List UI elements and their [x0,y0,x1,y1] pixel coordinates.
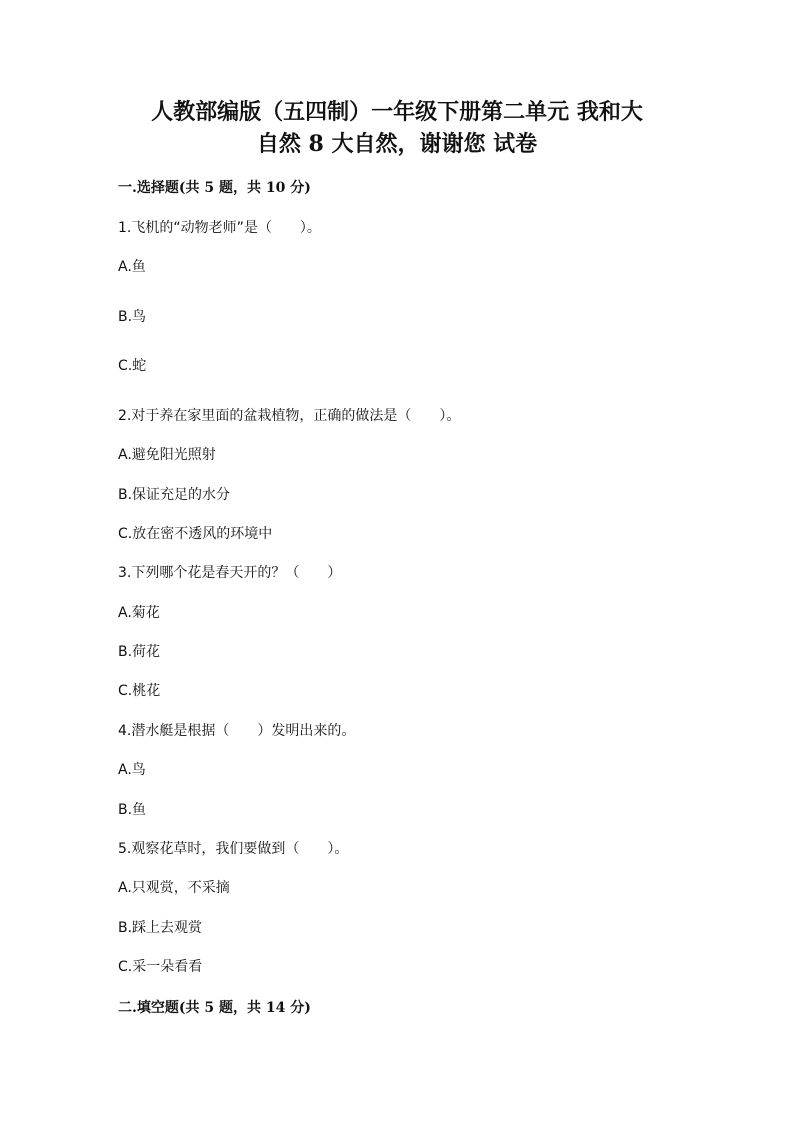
section-heading-fill-in: 二.填空题(共 5 题，共 14 分) [118,1000,311,1016]
question-3-option-b: B.荷花 [118,644,161,660]
question-5-text: 5.观察花草时，我们要做到（ ）。 [118,841,349,857]
document-title-line-2: 自然 8 大自然，谢谢您 试卷 [256,131,538,157]
question-4-option-b: B.鱼 [118,802,147,818]
question-1-text: 1.飞机的“动物老师”是（ ）。 [118,220,321,236]
question-3-option-a: A.菊花 [118,605,160,621]
question-3-option-c: C.桃花 [118,683,161,699]
question-1-option-c: C.蛇 [118,358,147,374]
question-5-option-b: B.踩上去观赏 [118,920,203,936]
question-1-option-a: A.鱼 [118,259,146,275]
question-4-option-a: A.鸟 [118,762,146,778]
question-4-text: 4.潜水艇是根据（ ）发明出来的。 [118,723,356,739]
question-2-option-a: A.避免阳光照射 [118,447,216,463]
question-3-text: 3.下列哪个花是春天开的？（ ） [118,565,342,581]
document-title-line-1: 人教部编版（五四制）一年级下册第二单元 我和大 [151,99,643,125]
question-2-text: 2.对于养在家里面的盆栽植物，正确的做法是（ ）。 [118,408,461,424]
question-5-option-a: A.只观赏，不采摘 [118,880,230,896]
question-2-option-c: C.放在密不透风的环境中 [118,526,273,542]
section-heading-choice: 一.选择题(共 5 题，共 10 分) [118,180,311,196]
question-2-option-b: B.保证充足的水分 [118,487,231,503]
question-1-option-b: B.鸟 [118,309,147,325]
question-5-option-c: C.采一朵看看 [118,959,203,975]
